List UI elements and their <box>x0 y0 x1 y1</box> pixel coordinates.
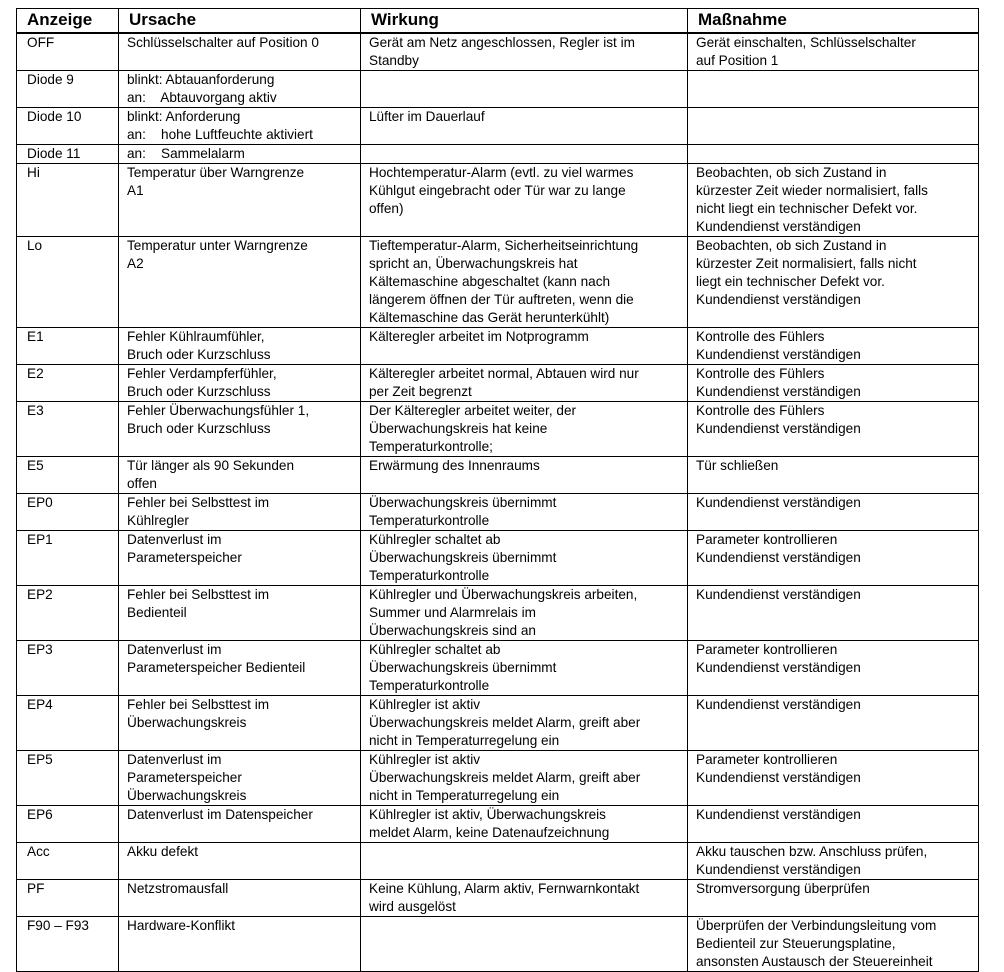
cell-massnahme <box>688 145 979 164</box>
cell-line: Kühlregler <box>127 513 189 528</box>
cell-line: Temperaturkontrolle <box>369 568 490 583</box>
cell-ursache <box>119 457 361 494</box>
cell-anzeige <box>17 71 119 108</box>
cell-anzeige <box>17 586 119 641</box>
cell-massnahme <box>688 586 979 641</box>
cell-line: längerem öffnen der Tür auftreten, wenn die <box>369 292 634 307</box>
cell-line: Hardware-Konflikt <box>127 918 236 933</box>
cell-line: EP0 <box>27 495 53 510</box>
table-row <box>17 71 979 108</box>
cell-line: Parameter kontrollieren <box>696 532 838 547</box>
cell-line: Fehler Kühlraumfühler, <box>127 329 265 344</box>
cell-line: EP5 <box>27 752 53 767</box>
cell-line: nicht in Temperaturregelung ein <box>369 788 560 803</box>
cell-massnahme <box>688 494 979 531</box>
cell-line: A1 <box>127 183 144 198</box>
cell-ursache <box>119 641 361 696</box>
cell-wirkung <box>361 71 688 108</box>
cell-line: Überwachungskreis <box>127 788 247 803</box>
table-row <box>17 33 979 71</box>
header-massnahme: Maßnahme <box>688 9 979 34</box>
cell-anzeige <box>17 917 119 972</box>
cell-line: auf Position 1 <box>696 53 779 68</box>
cell-anzeige <box>17 880 119 917</box>
cell-wirkung <box>361 237 688 328</box>
table-row <box>17 806 979 843</box>
cell-line: EP2 <box>27 587 53 602</box>
cell-line: Kundendienst verständigen <box>696 807 861 822</box>
cell-line: Akku tauschen bzw. Anschluss prüfen, <box>696 844 928 859</box>
header-ursache: Ursache <box>119 9 361 34</box>
cell-line: Fehler Verdampferfühler, <box>127 366 277 381</box>
cell-massnahme <box>688 33 979 71</box>
cell-line: Kontrolle des Fühlers <box>696 403 825 418</box>
cell-line: Temperaturkontrolle <box>369 513 490 528</box>
cell-line: Datenverlust im Datenspeicher <box>127 807 313 822</box>
table-row <box>17 586 979 641</box>
cell-anzeige <box>17 402 119 457</box>
cell-line: Kälteregler arbeitet normal, Abtauen wird nur <box>369 366 639 381</box>
cell-ursache <box>119 402 361 457</box>
header-anzeige: Anzeige <box>17 9 119 34</box>
cell-line: Kühlregler schaltet ab <box>369 532 501 547</box>
cell-massnahme <box>688 641 979 696</box>
cell-line: Datenverlust im <box>127 642 222 657</box>
cell-line: Diode 11 <box>27 146 81 161</box>
table-row <box>17 751 979 806</box>
cell-anzeige <box>17 494 119 531</box>
cell-line: Parameterspeicher <box>127 770 242 785</box>
cell-wirkung <box>361 328 688 365</box>
cell-line: Kundendienst verständigen <box>696 697 861 712</box>
cell-ursache <box>119 108 361 145</box>
cell-line: Temperatur unter Warngrenze <box>127 238 308 253</box>
cell-massnahme <box>688 402 979 457</box>
cell-wirkung <box>361 145 688 164</box>
cell-massnahme <box>688 806 979 843</box>
cell-line: E5 <box>27 458 44 473</box>
cell-ursache <box>119 328 361 365</box>
cell-line: Kundendienst verständigen <box>696 660 861 675</box>
cell-line: wird ausgelöst <box>369 899 456 914</box>
cell-anzeige <box>17 531 119 586</box>
cell-massnahme <box>688 843 979 880</box>
cell-line: Stromversorgung überprüfen <box>696 881 870 896</box>
cell-line: Parameterspeicher <box>127 550 242 565</box>
cell-line: Hochtemperatur-Alarm (evtl. zu viel warmes <box>369 165 634 180</box>
cell-line: Parameter kontrollieren <box>696 752 838 767</box>
cell-line: Überwachungskreis übernimmt <box>369 495 557 510</box>
cell-line: Netzstromausfall <box>127 881 229 896</box>
cell-line: Temperaturkontrolle <box>369 678 490 693</box>
cell-ursache <box>119 917 361 972</box>
cell-line: Beobachten, ob sich Zustand in <box>696 238 887 253</box>
cell-line: Temperaturkontrolle; <box>369 439 493 454</box>
cell-line: Fehler bei Selbsttest im <box>127 495 270 510</box>
cell-ursache <box>119 33 361 71</box>
cell-massnahme <box>688 237 979 328</box>
cell-anzeige <box>17 145 119 164</box>
cell-line: Überwachungskreis <box>127 715 247 730</box>
cell-line: Tür länger als 90 Sekunden <box>127 458 295 473</box>
cell-anzeige <box>17 33 119 71</box>
cell-wirkung <box>361 365 688 402</box>
cell-massnahme <box>688 328 979 365</box>
cell-line: Überwachungskreis übernimmt <box>369 660 557 675</box>
cell-massnahme <box>688 365 979 402</box>
cell-line: Bruch oder Kurzschluss <box>127 347 271 362</box>
cell-line: EP3 <box>27 642 53 657</box>
cell-wirkung <box>361 402 688 457</box>
cell-ursache <box>119 586 361 641</box>
cell-line: Überwachungskreis meldet Alarm, greift aber <box>369 770 641 785</box>
cell-line: Erwärmung des Innenraums <box>369 458 540 473</box>
cell-line: nicht in Temperaturregelung ein <box>369 733 560 748</box>
cell-ursache <box>119 843 361 880</box>
cell-line: OFF <box>27 35 55 50</box>
cell-line: Kühlgut eingebracht oder Tür war zu lange <box>369 183 626 198</box>
table-row <box>17 641 979 696</box>
cell-anzeige <box>17 237 119 328</box>
cell-wirkung <box>361 696 688 751</box>
cell-massnahme <box>688 457 979 494</box>
cell-line: kürzester Zeit normalisiert, falls nicht <box>696 256 917 271</box>
cell-wirkung <box>361 33 688 71</box>
cell-line: Kontrolle des Fühlers <box>696 329 825 344</box>
cell-anzeige <box>17 843 119 880</box>
cell-line: an: hohe Luftfeuchte aktiviert <box>127 127 313 142</box>
cell-ursache <box>119 806 361 843</box>
header-wirkung: Wirkung <box>361 9 688 34</box>
cell-line: Bruch oder Kurzschluss <box>127 384 271 399</box>
cell-line: Überwachungskreis übernimmt <box>369 550 557 565</box>
table-row <box>17 365 979 402</box>
cell-line: Temperatur über Warngrenze <box>127 165 305 180</box>
cell-anzeige <box>17 365 119 402</box>
cell-anzeige <box>17 108 119 145</box>
error-code-table <box>16 8 979 972</box>
cell-line: Beobachten, ob sich Zustand in <box>696 165 887 180</box>
cell-wirkung <box>361 108 688 145</box>
cell-line: Überwachungskreis hat keine <box>369 421 548 436</box>
cell-line: Fehler Überwachungsfühler 1, <box>127 403 310 418</box>
cell-anzeige <box>17 457 119 494</box>
cell-line: Kältemaschine abgeschaltet (kann nach <box>369 274 611 289</box>
cell-massnahme <box>688 164 979 237</box>
cell-massnahme <box>688 696 979 751</box>
cell-anzeige <box>17 164 119 237</box>
cell-line: Kühlregler schaltet ab <box>369 642 501 657</box>
cell-ursache <box>119 696 361 751</box>
cell-line: F90 – F93 <box>27 918 89 933</box>
cell-line: Summer und Alarmrelais im <box>369 605 536 620</box>
cell-line: Kühlregler ist aktiv <box>369 697 481 712</box>
cell-line: EP1 <box>27 532 53 547</box>
cell-anzeige <box>17 806 119 843</box>
cell-massnahme <box>688 880 979 917</box>
cell-line: E2 <box>27 366 44 381</box>
cell-wirkung <box>361 641 688 696</box>
cell-line: Kühlregler und Überwachungskreis arbeiten, <box>369 587 638 602</box>
cell-line: kürzester Zeit wieder normalisiert, falls <box>696 183 928 198</box>
table-body <box>17 33 979 972</box>
cell-wirkung <box>361 531 688 586</box>
cell-line: A2 <box>127 256 144 271</box>
cell-line: Lüfter im Dauerlauf <box>369 109 485 124</box>
cell-line: EP6 <box>27 807 53 822</box>
cell-line: Datenverlust im <box>127 532 222 547</box>
cell-line: Acc <box>27 844 50 859</box>
cell-ursache <box>119 71 361 108</box>
cell-line: offen) <box>369 201 404 216</box>
cell-line: Der Kälteregler arbeitet weiter, der <box>369 403 577 418</box>
cell-ursache <box>119 164 361 237</box>
cell-ursache <box>119 494 361 531</box>
cell-line: Fehler bei Selbsttest im <box>127 697 270 712</box>
table-row <box>17 402 979 457</box>
cell-line: Tieftemperatur-Alarm, Sicherheitseinrichtung <box>369 238 639 253</box>
cell-line: Bedienteil zur Steuerungsplatine, <box>696 936 896 951</box>
table-row <box>17 880 979 917</box>
table-row <box>17 108 979 145</box>
cell-line: PF <box>27 881 45 896</box>
cell-line: Kundendienst verständigen <box>696 587 861 602</box>
cell-line: Gerät am Netz angeschlossen, Regler ist im <box>369 35 635 50</box>
cell-wirkung <box>361 880 688 917</box>
cell-line: blinkt: Abtauanforderung <box>127 72 275 87</box>
cell-line: Überwachungskreis meldet Alarm, greift aber <box>369 715 641 730</box>
cell-massnahme <box>688 108 979 145</box>
cell-line: spricht an, Überwachungskreis hat <box>369 256 578 271</box>
cell-wirkung <box>361 806 688 843</box>
cell-line: per Zeit begrenzt <box>369 384 472 399</box>
table-row <box>17 237 979 328</box>
cell-line: Kältemaschine das Gerät herunterkühlt) <box>369 310 610 325</box>
cell-wirkung <box>361 494 688 531</box>
cell-line: Lo <box>27 238 43 253</box>
cell-line: E1 <box>27 329 44 344</box>
table-row <box>17 843 979 880</box>
cell-line: Kühlregler ist aktiv, Überwachungskreis <box>369 807 606 822</box>
cell-line: ansonsten Austausch der Steuereinheit <box>696 954 933 969</box>
cell-line: Kundendienst verständigen <box>696 347 861 362</box>
cell-ursache <box>119 531 361 586</box>
cell-wirkung <box>361 457 688 494</box>
cell-anzeige <box>17 641 119 696</box>
cell-ursache <box>119 237 361 328</box>
cell-line: Kundendienst verständigen <box>696 862 861 877</box>
document <box>16 8 979 972</box>
cell-line: Akku defekt <box>127 844 199 859</box>
cell-ursache <box>119 365 361 402</box>
cell-line: blinkt: Anforderung <box>127 109 241 124</box>
cell-line: EP4 <box>27 697 53 712</box>
cell-line: Kundendienst verständigen <box>696 219 861 234</box>
cell-line: Fehler bei Selbsttest im <box>127 587 270 602</box>
cell-line: Überprüfen der Verbindungsleitung vom <box>696 918 937 933</box>
table-row <box>17 917 979 972</box>
cell-line: Parameterspeicher Bedienteil <box>127 660 306 675</box>
cell-line: Kälteregler arbeitet im Notprogramm <box>369 329 589 344</box>
cell-wirkung <box>361 164 688 237</box>
cell-line: Kundendienst verständigen <box>696 292 861 307</box>
cell-line: liegt ein technischer Defekt vor. <box>696 274 885 289</box>
table-row <box>17 328 979 365</box>
cell-line: Kontrolle des Fühlers <box>696 366 825 381</box>
cell-line: Tür schließen <box>696 458 779 473</box>
cell-wirkung <box>361 917 688 972</box>
cell-line: an: Sammelalarm <box>127 146 245 161</box>
cell-line: Parameter kontrollieren <box>696 642 838 657</box>
cell-massnahme <box>688 751 979 806</box>
cell-ursache <box>119 751 361 806</box>
table-row <box>17 145 979 164</box>
cell-wirkung <box>361 843 688 880</box>
cell-ursache <box>119 880 361 917</box>
cell-anzeige <box>17 696 119 751</box>
cell-anzeige <box>17 751 119 806</box>
cell-line: Kundendienst verständigen <box>696 770 861 785</box>
cell-line: Diode 10 <box>27 109 82 124</box>
table-row <box>17 164 979 237</box>
cell-line: meldet Alarm, keine Datenaufzeichnung <box>369 825 610 840</box>
cell-line: Gerät einschalten, Schlüsselschalter <box>696 35 916 50</box>
cell-line: Standby <box>369 53 419 68</box>
cell-line: Bruch oder Kurzschluss <box>127 421 271 436</box>
cell-line: Kundendienst verständigen <box>696 550 861 565</box>
table-row <box>17 696 979 751</box>
table-row <box>17 457 979 494</box>
cell-wirkung <box>361 751 688 806</box>
cell-line: Diode 9 <box>27 72 74 87</box>
cell-line: nicht liegt ein technischer Defekt vor. <box>696 201 918 216</box>
cell-ursache <box>119 145 361 164</box>
cell-massnahme <box>688 71 979 108</box>
cell-line: Kundendienst verständigen <box>696 495 861 510</box>
header-row <box>17 9 979 34</box>
cell-line: E3 <box>27 403 44 418</box>
cell-line: Überwachungskreis sind an <box>369 623 536 638</box>
cell-wirkung <box>361 586 688 641</box>
cell-line: Keine Kühlung, Alarm aktiv, Fernwarnkontakt <box>369 881 640 896</box>
cell-line: an: Abtauvorgang aktiv <box>127 90 277 105</box>
cell-anzeige <box>17 328 119 365</box>
cell-line: Schlüsselschalter auf Position 0 <box>127 35 319 50</box>
cell-line: Kundendienst verständigen <box>696 384 861 399</box>
cell-massnahme <box>688 917 979 972</box>
cell-line: offen <box>127 476 157 491</box>
cell-line: Kühlregler ist aktiv <box>369 752 481 767</box>
cell-line: Datenverlust im <box>127 752 222 767</box>
cell-massnahme <box>688 531 979 586</box>
cell-line: Bedienteil <box>127 605 187 620</box>
cell-line: Kundendienst verständigen <box>696 421 861 436</box>
cell-line: Hi <box>27 165 40 180</box>
table-row <box>17 531 979 586</box>
table-row <box>17 494 979 531</box>
